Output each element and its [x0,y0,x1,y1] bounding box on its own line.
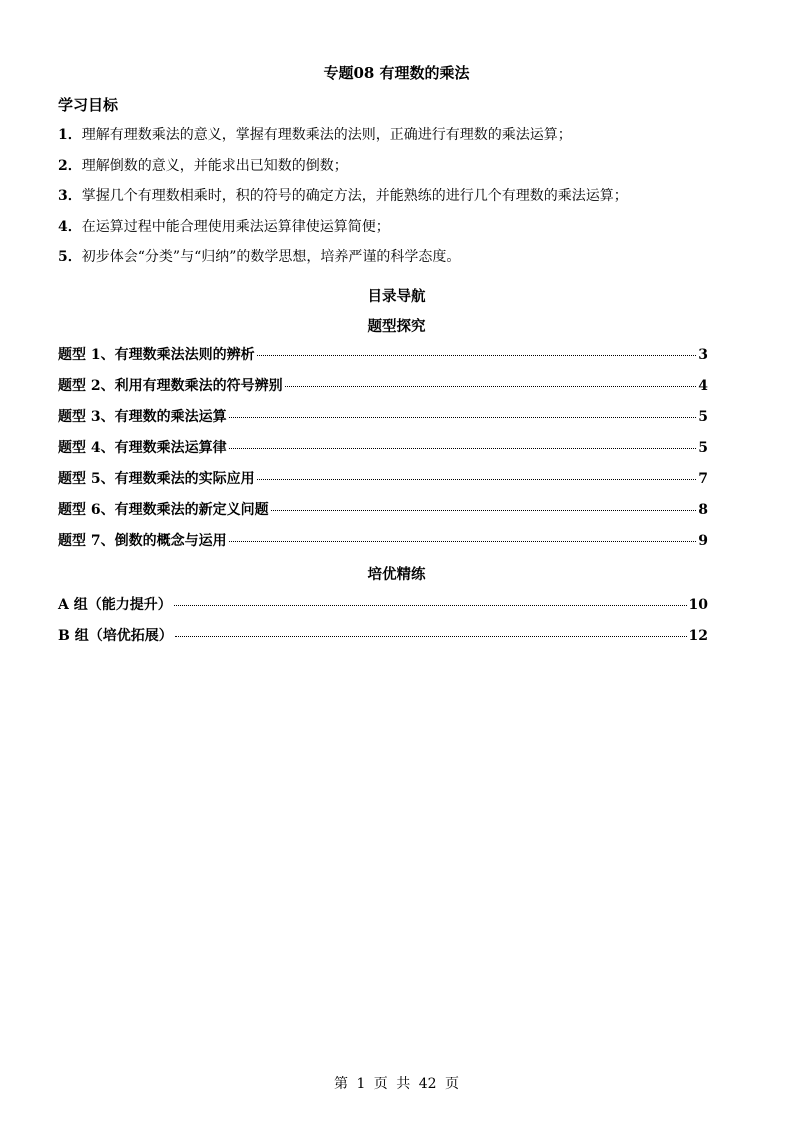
toc-entry-topic-2[interactable] [58,375,708,406]
toc-entry-label: 题型 6、有理数乘法的新定义问题 [58,502,269,518]
objective-text: 初步体会“分类”与“归纳”的数学思想，培养严谨的科学态度。 [81,249,461,265]
topics-heading: 题型探究 [367,318,426,335]
toc-leader-dots [285,386,697,387]
page-title: 专题08 有理数的乘法 [323,64,470,82]
toc-leader-dots [229,541,697,542]
page-footer: 第 1 页 共 42 页 [334,1076,459,1092]
objective-item [58,216,738,247]
practice-toc [58,594,708,656]
objectives-list [58,124,738,277]
practice-heading: 培优精练 [367,566,426,583]
objective-text: 理解有理数乘法的意义，掌握有理数乘法的法则，正确进行有理数的乘法运算； [81,127,572,143]
toc-page-number: 9 [698,533,708,549]
objective-number: 1． [58,127,82,143]
objective-text: 理解倒数的意义，并能求出已知数的倒数； [81,157,348,174]
objective-item [58,155,738,186]
toc-entry-topic-7[interactable] [58,530,708,561]
toc-entry-topic-6[interactable] [58,499,708,530]
objective-text: 在运算过程中能合理使用乘法运算律使运算简便； [81,218,390,235]
toc-leader-dots [271,510,697,511]
toc-leader-dots [174,605,687,606]
toc-page-number: 3 [698,347,708,363]
toc-page-number: 7 [698,471,708,487]
toc-page-number: 8 [698,502,708,518]
toc-entry-label: B 组（培优拓展） [58,628,173,644]
toc-page-number: 4 [698,378,708,394]
objective-item [58,185,738,216]
toc-entry-topic-5[interactable] [58,468,708,499]
objective-number: 5． [58,249,82,265]
toc-entry-label: 题型 2、利用有理数乘法的符号辨别 [58,378,283,394]
toc-entry-group-a[interactable] [58,594,708,625]
toc-entry-group-b[interactable] [58,625,708,656]
toc-leader-dots [229,417,697,418]
objectives-heading: 学习目标 [58,96,119,114]
objective-number: 3． [58,188,82,204]
objective-item [58,124,738,155]
toc-entry-topic-1[interactable] [58,344,708,375]
objective-number: 4． [58,218,82,235]
toc-page-number: 5 [698,440,708,456]
topics-toc [58,344,708,561]
objective-item [58,246,738,277]
toc-entry-topic-4[interactable] [58,437,708,468]
objective-number: 2． [58,157,82,174]
toc-leader-dots [229,448,697,449]
objective-text: 掌握几个有理数相乘时，积的符号的确定方法，并能熟练的进行几个有理数的乘法运算； [81,188,628,204]
toc-leader-dots [175,636,687,637]
toc-entry-label: 题型 5、有理数乘法的实际应用 [58,471,255,487]
toc-entry-label: 题型 3、有理数的乘法运算 [58,409,227,425]
toc-page-number: 5 [698,409,708,425]
toc-leader-dots [257,479,697,480]
toc-entry-topic-3[interactable] [58,406,708,437]
toc-leader-dots [257,355,697,356]
toc-page-number: 12 [688,628,708,644]
toc-entry-label: 题型 4、有理数乘法运算律 [58,440,227,456]
toc-heading: 目录导航 [367,288,426,305]
toc-page-number: 10 [688,597,708,613]
toc-entry-label: 题型 7、倒数的概念与运用 [58,533,227,549]
toc-entry-label: 题型 1、有理数乘法法则的辨析 [58,347,255,363]
toc-entry-label: A 组（能力提升） [58,597,172,613]
